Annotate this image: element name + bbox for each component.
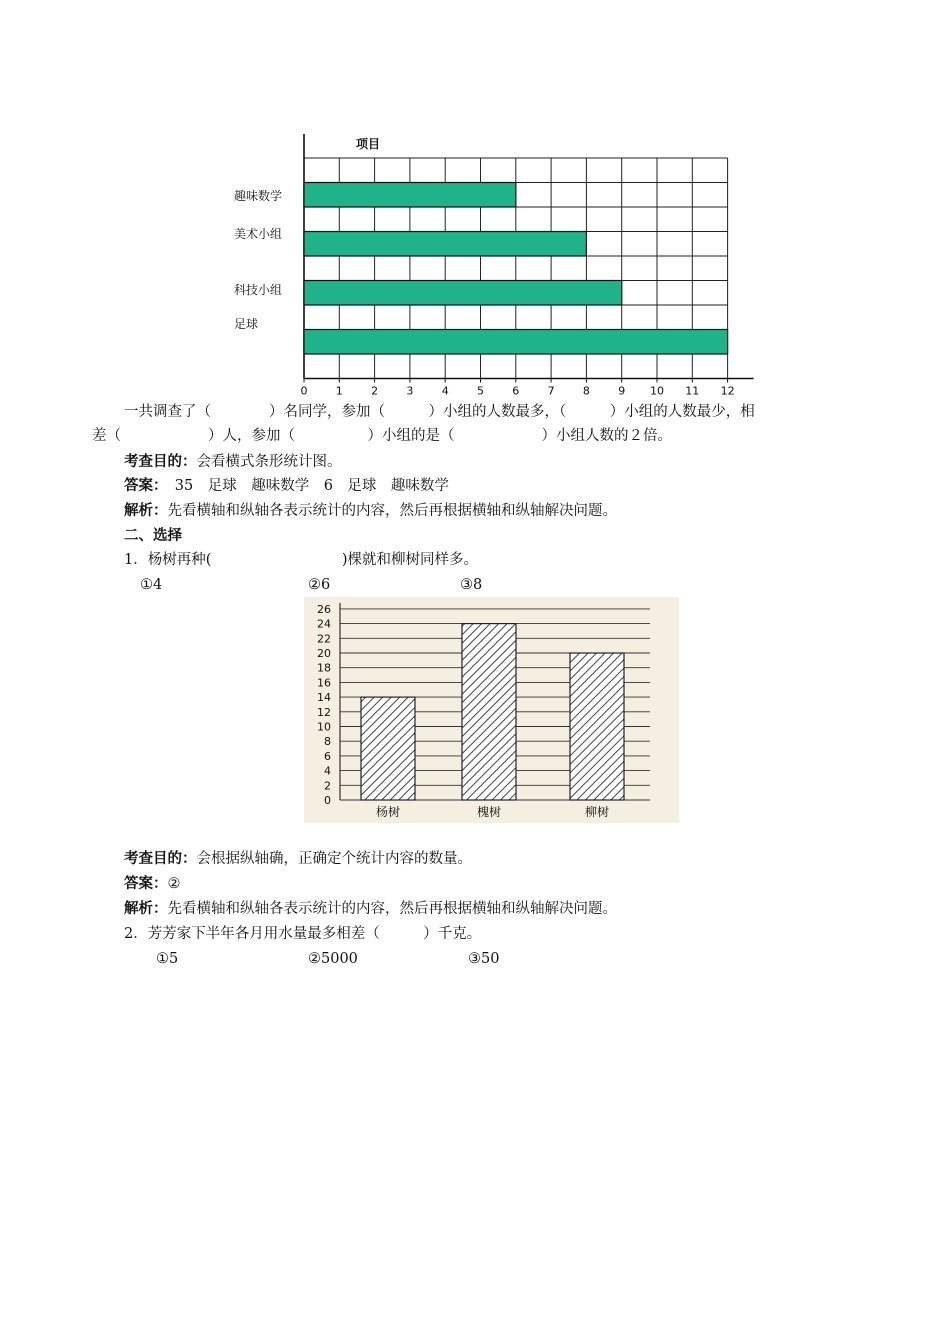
tick-label: 0 <box>300 384 308 398</box>
tick-label: 12 <box>720 384 735 398</box>
tick-label: 12 <box>317 705 331 719</box>
q1-line2: 差（ ）人，参加（ ）小组的是（ ）小组人数的２倍。 <box>92 428 672 444</box>
answer-text: ② <box>167 876 181 892</box>
tick-label: 0 <box>324 794 331 807</box>
answer-label: 答案： <box>124 876 168 892</box>
tick-label: 4 <box>441 384 449 398</box>
tick-label: 10 <box>317 720 331 734</box>
answer-label: 答案： <box>124 478 161 494</box>
bar <box>361 697 415 800</box>
category-label: 足球 <box>234 317 259 331</box>
tick-label: 10 <box>650 384 664 398</box>
tick-label: 22 <box>317 632 331 646</box>
tick-label: 6 <box>324 749 331 763</box>
tick-label: 11 <box>685 384 700 398</box>
tick-label: 1 <box>335 384 343 398</box>
bar <box>462 624 516 800</box>
q2-purpose <box>124 849 472 869</box>
tick-label: 6 <box>512 384 520 398</box>
horizontal-bar-chart <box>228 128 768 400</box>
category-label: 柳树 <box>584 805 610 819</box>
bar <box>304 183 516 208</box>
q2-option-a: ①4 <box>140 577 163 593</box>
bar <box>304 281 622 306</box>
q3-option-c: ③50 <box>468 951 500 967</box>
q2-option-c: ③8 <box>460 577 483 593</box>
tick-label: 9 <box>618 384 626 398</box>
analysis-text: 先看横轴和纵轴各表示统计的内容，然后再根据横轴和纵轴解决问题。 <box>167 901 617 917</box>
tick-label: 4 <box>324 764 331 778</box>
q1-purpose <box>124 452 342 472</box>
answer-text: 35 足球 趣味数学 6 足球 趣味数学 <box>160 478 449 494</box>
section-heading: 二、选择 <box>124 528 182 544</box>
tick-label: 26 <box>317 602 331 616</box>
category-label: 趣味数学 <box>234 189 283 203</box>
category-label: 杨树 <box>375 805 401 819</box>
purpose-label: 考查目的： <box>124 851 197 867</box>
q1-answer <box>124 476 449 496</box>
tick-label: 5 <box>477 384 484 398</box>
category-label: 科技小组 <box>234 283 283 297</box>
bar <box>570 653 624 800</box>
tick-label: 8 <box>324 735 331 749</box>
bar <box>304 330 728 355</box>
q1-analysis <box>124 501 617 521</box>
tick-label: 7 <box>547 384 555 398</box>
q1-line1: 一共调查了（ ）名同学，参加（ ）小组的人数最多，（ ）小组的人数最少，相 <box>124 404 755 420</box>
analysis-text: 先看横轴和纵轴各表示统计的内容，然后再根据横轴和纵轴解决问题。 <box>167 503 617 519</box>
tick-label: 14 <box>317 691 331 705</box>
chart-x-ticks <box>301 379 735 398</box>
tick-label: 18 <box>317 661 331 675</box>
purpose-label: 考查目的： <box>124 454 197 470</box>
tick-label: 8 <box>582 384 590 398</box>
vertical-bar-chart <box>304 597 679 823</box>
chart-category-labels <box>234 188 282 331</box>
tick-label: 2 <box>371 384 379 398</box>
q2-option-b: ②6 <box>308 577 331 593</box>
tick-label: 2 <box>324 779 331 793</box>
q2-analysis <box>124 899 617 919</box>
chart-title: 项目 <box>356 137 381 151</box>
tick-label: 24 <box>317 617 331 631</box>
tick-label: 20 <box>317 647 331 660</box>
q3-option-b: ②5000 <box>308 951 358 967</box>
category-label: 美术小组 <box>234 227 283 241</box>
analysis-label: 解析： <box>124 901 168 917</box>
q2-answer <box>124 874 181 894</box>
tick-label: 16 <box>317 676 331 690</box>
bar <box>304 232 586 257</box>
purpose-text: 会看横式条形统计图。 <box>196 454 342 470</box>
analysis-label: 解析： <box>124 503 168 519</box>
q3-stem: 2．芳芳家下半年各月用水量最多相差（ ）千克。 <box>124 926 482 942</box>
q2-stem: 1．杨树再种( )棵就和柳树同样多。 <box>124 552 479 568</box>
category-label: 槐树 <box>476 805 502 819</box>
tick-label: 3 <box>406 384 414 398</box>
q3-option-a: ①5 <box>156 951 179 967</box>
purpose-text: 会根据纵轴确，正确定个统计内容的数量。 <box>196 851 472 867</box>
